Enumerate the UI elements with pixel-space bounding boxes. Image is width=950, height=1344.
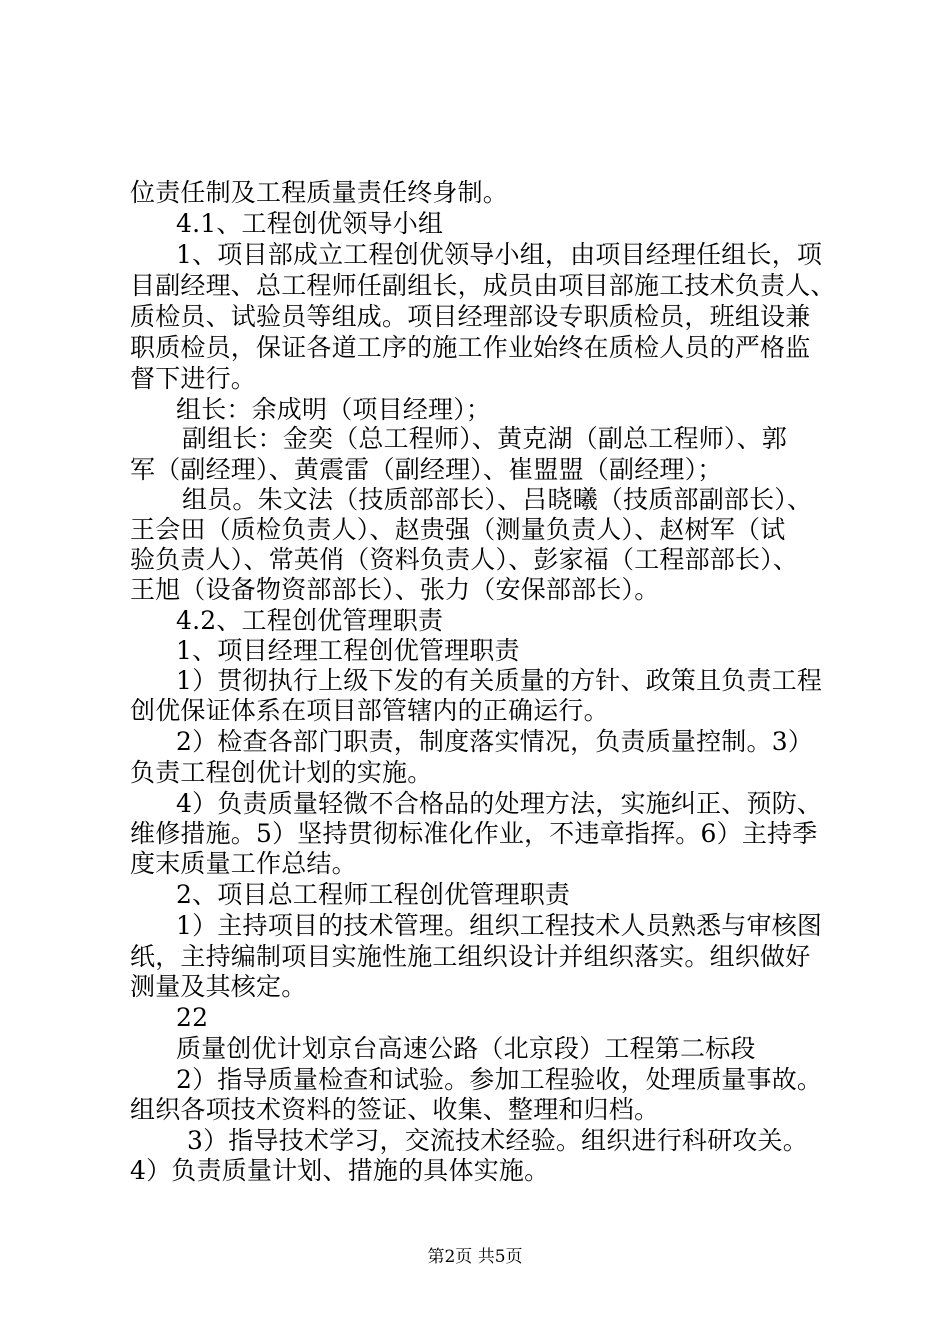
text-line: 4）负责质量计划、措施的具体实施。 [130,1156,550,1185]
text-line: 组长：余成明（项目经理）； [176,395,492,424]
text-line: 负责工程创优计划的实施。 [130,758,433,787]
section-heading: 4.2、工程创优管理职责 [176,606,444,635]
text-line: 2）指导质量检查和试验。参加工程验收，处理质量事故。 [176,1065,823,1094]
section-heading: 4.1、工程创优领导小组 [176,209,444,238]
text-line: 位责任制及工程质量责任终身制。 [130,178,509,207]
text-line: 创优保证体系在项目部管辖内的正确运行。 [130,696,609,725]
text-line: 组织各项技术资料的签证、收集、整理和归档。 [130,1095,660,1124]
text-line: 职质检员，保证各道工序的施工作业始终在质检人员的严格监 [130,333,811,362]
text-line: 军（副经理）、黄震雷（副经理）、崔盟盟（副经理）； [130,455,723,484]
text-line: 王旭（设备物资部部长）、张力（安保部部长）。 [130,575,660,604]
subsection-heading: 1、项目经理工程创优管理职责 [176,636,520,665]
text-line: 组员。朱文法（技质部部长）、吕晓曦（技质部副部长）、 [182,485,813,514]
text-line: 目副经理、总工程师任副组长，成员由项目部施工技术负责人、 [130,271,836,300]
text-line: 维修措施。5）坚持贯彻标准化作业，不违章指挥。6）主持季 [130,819,818,848]
text-line: 2）检查各部门职责，制度落实情况，负责质量控制。3） [176,727,814,756]
text-line: 副组长：金奕（总工程师）、黄克湖（副总工程师）、郭 [182,424,788,453]
text-line: 度末质量工作总结。 [130,849,357,878]
text-line: 验负责人）、常英俏（资料负责人）、彭家福（工程部部长）、 [130,545,799,574]
text-line: 纸，主持编制项目实施性施工组织设计并组织落实。组织做好 [130,942,811,971]
page-footer: 第2页 共5页 [427,1247,523,1267]
page-marker: 22 [176,1003,209,1032]
text-line: 3）指导技术学习，交流技术经验。组织进行科研攻关。 [187,1126,808,1155]
text-line: 1、项目部成立工程创优领导小组，由项目经理任组长，项 [176,240,823,269]
text-line: 质检员、试验员等组成。项目经理部设专职质检员，班组设兼 [130,302,811,331]
text-line: 王会田（质检负责人）、赵贵强（测量负责人）、赵树军（试 [130,515,786,544]
text-line: 4）负责质量轻微不合格品的处理方法，实施纠正、预防、 [176,789,823,818]
text-line: 1）主持项目的技术管理。组织工程技术人员熟悉与审核图 [176,911,823,940]
text-line: 1）贯彻执行上级下发的有关质量的方针、政策且负责工程 [176,666,823,695]
running-header: 质量创优计划京台高速公路（北京段）工程第二标段 [176,1034,756,1063]
text-line: 测量及其核定。 [130,972,307,1001]
text-line: 督下进行。 [130,364,257,393]
subsection-heading: 2、项目总工程师工程创优管理职责 [176,880,571,909]
